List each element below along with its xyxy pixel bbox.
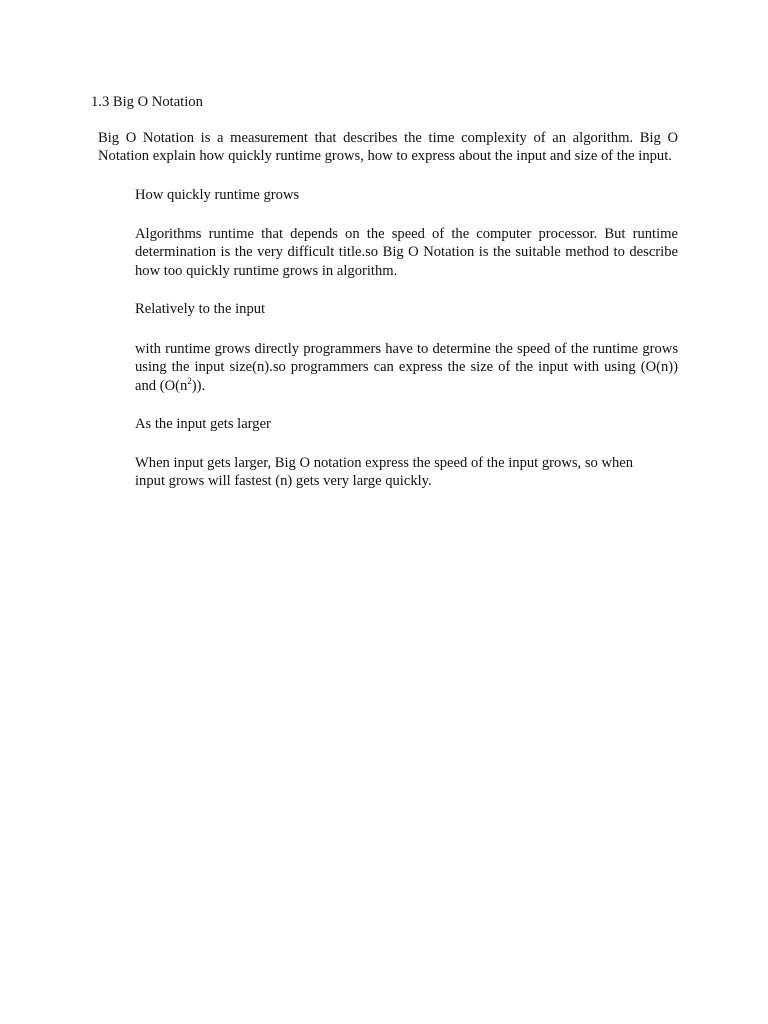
paragraph-relative-input — [135, 340, 678, 395]
paragraph-input-larger: When input gets larger, Big O notation express the speed of the input grows, so when input grows will fastest (n) gets very large quickly. — [135, 455, 634, 490]
subheading-input-larger: As the input gets larger — [135, 416, 271, 432]
subheading-runtime-grows: How quickly runtime grows — [135, 187, 300, 203]
paragraph-runtime-grows: Algorithms runtime that depends on the speed of the computer processor. But runtime determination is the very difficult title.so Big O Notation is the suitable method to describe how too quickly runtime grows in algorithm. — [135, 226, 678, 279]
subheading-relative-input: Relatively to the input — [135, 301, 266, 317]
section-heading: 1.3 Big O Notation — [91, 94, 203, 110]
exponent: 2 — [187, 375, 192, 386]
paragraph-relative-input-end: )). — [191, 377, 206, 394]
paragraph-relative-input-text: with runtime grows directly programmers have to determine the speed of the runtime grows using the input size(n).so programmers can express the size of the input with using (O(n)) and (O(n — [135, 341, 678, 394]
intro-paragraph: Big O Notation is a measurement that describes the time complexity of an algorithm. Big O Notation explain how quickly runtime grows, how to express about the input and size of the input. — [98, 130, 678, 165]
